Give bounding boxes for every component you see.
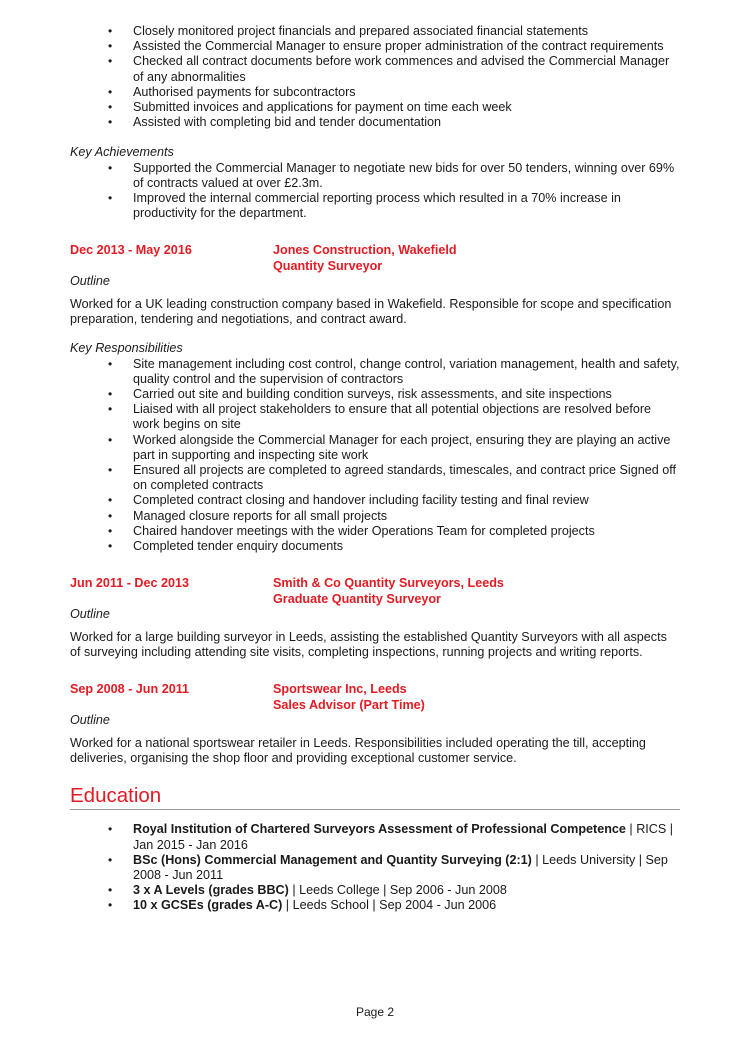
job-role: Graduate Quantity Surveyor	[273, 591, 441, 606]
education-qualification: Royal Institution of Chartered Surveyors Assessment of Professional Competence	[133, 822, 626, 837]
list-item: • Authorised payments for subcontractors	[133, 85, 680, 100]
list-item: • Managed closure reports for all small projects	[133, 509, 680, 524]
job-outline: Worked for a UK leading construction company based in Wakefield. Responsible for scope and specification preparation, tendering and negotiations, and contract award.	[70, 297, 672, 327]
outline-label: Outline	[70, 606, 110, 621]
list-item: • Improved the internal commercial reporting process which resulted in a 70% increase in productivity for the department.	[133, 191, 680, 221]
job-outline: Worked for a national sportswear retailer in Leeds. Responsibilities included operating the till, accepting deliveries, organising the shop floor and providing exceptional customer service.	[70, 735, 646, 766]
education-item	[133, 822, 680, 852]
list-item: • Submitted invoices and applications for payment on time each week	[133, 100, 680, 115]
job-header	[70, 243, 680, 273]
resume-page	[70, 24, 680, 914]
education-details: | Leeds School | Sep 2004 - Jun 2006	[282, 898, 497, 913]
education-qualification: 10 x GCSEs (grades A-C)	[133, 898, 283, 913]
list-item: • Carried out site and building condition surveys, risk assessments, and site inspections	[133, 387, 680, 402]
page-number: Page 2	[355, 1005, 395, 1019]
job-role: Quantity Surveyor	[273, 258, 383, 273]
list-item: • Ensured all projects are completed to agreed standards, timescales, and contract price Signed off on completed contracts	[133, 463, 680, 493]
list-item: • Checked all contract documents before work commences and advised the Commercial Manager of any abnormalities	[133, 54, 680, 84]
list-item: • Completed tender enquiry documents	[133, 539, 680, 554]
education-list	[70, 822, 680, 913]
job-header	[70, 576, 680, 606]
education-details: | Leeds College | Sep 2006 - Jun 2008	[288, 883, 507, 898]
job-responsibilities	[70, 357, 680, 555]
list-item: • Site management including cost control, change control, variation management, health and safety, quality control and the supervision of contractors	[133, 357, 680, 387]
list-item: • Assisted the Commercial Manager to ensure proper administration of the contract requirements	[133, 39, 680, 54]
education-qualification: 3 x A Levels (grades BBC)	[133, 883, 289, 898]
key-achievements-label: Key Achievements	[70, 145, 174, 160]
job-company: Jones Construction, Wakefield	[273, 243, 457, 258]
job-dates: Sep 2008 - Jun 2011	[70, 682, 190, 697]
list-item: • Liaised with all project stakeholders to ensure that all potential objections are resolved before work begins on site	[133, 402, 680, 432]
education-qualification: BSc (Hons) Commercial Management and Quantity Surveying (2:1)	[133, 852, 532, 867]
job-outline: Worked for a large building surveyor in Leeds, assisting the established Quantity Surveyors with all aspects of surveying including attending site visits, completing inspections, running projects and writing reports.	[70, 629, 667, 660]
education-details: | RICS | Jan 2015 - Jan 2016	[133, 822, 674, 852]
job-dates: Jun 2011 - Dec 2013	[70, 576, 190, 591]
list-item: • Completed contract closing and handover including facility testing and final review	[133, 493, 680, 508]
list-item: • Chaired handover meetings with the wider Operations Team for completed projects	[133, 524, 680, 539]
education-heading: Education	[70, 784, 680, 810]
education-item	[133, 853, 680, 883]
education-item	[133, 898, 680, 913]
prev-job-responsibilities	[70, 24, 680, 130]
outline-label: Outline	[70, 273, 110, 288]
list-item: • Closely monitored project financials and prepared associated financial statements	[133, 24, 680, 39]
job-role: Sales Advisor (Part Time)	[273, 697, 425, 712]
outline-label: Outline	[70, 712, 110, 727]
list-item: • Supported the Commercial Manager to negotiate new bids for over 50 tenders, winning over 69% of contracts valued at over £2.3m.	[133, 161, 680, 191]
job-company: Sportswear Inc, Leeds	[273, 682, 407, 697]
list-item: • Assisted with completing bid and tender documentation	[133, 115, 680, 130]
education-item	[133, 883, 680, 898]
key-responsibilities-label: Key Responsibilities	[70, 341, 183, 356]
job-dates: Dec 2013 - May 2016	[70, 243, 192, 258]
job-company: Smith & Co Quantity Surveyors, Leeds	[273, 576, 504, 591]
prev-job-achievements	[70, 161, 680, 222]
education-details: | Leeds University | Sep 2008 - Jun 2011	[133, 852, 668, 882]
list-item: • Worked alongside the Commercial Manager for each project, ensuring they are playing an active part in supporting and inspecting site work	[133, 433, 680, 463]
job-header	[70, 682, 680, 712]
